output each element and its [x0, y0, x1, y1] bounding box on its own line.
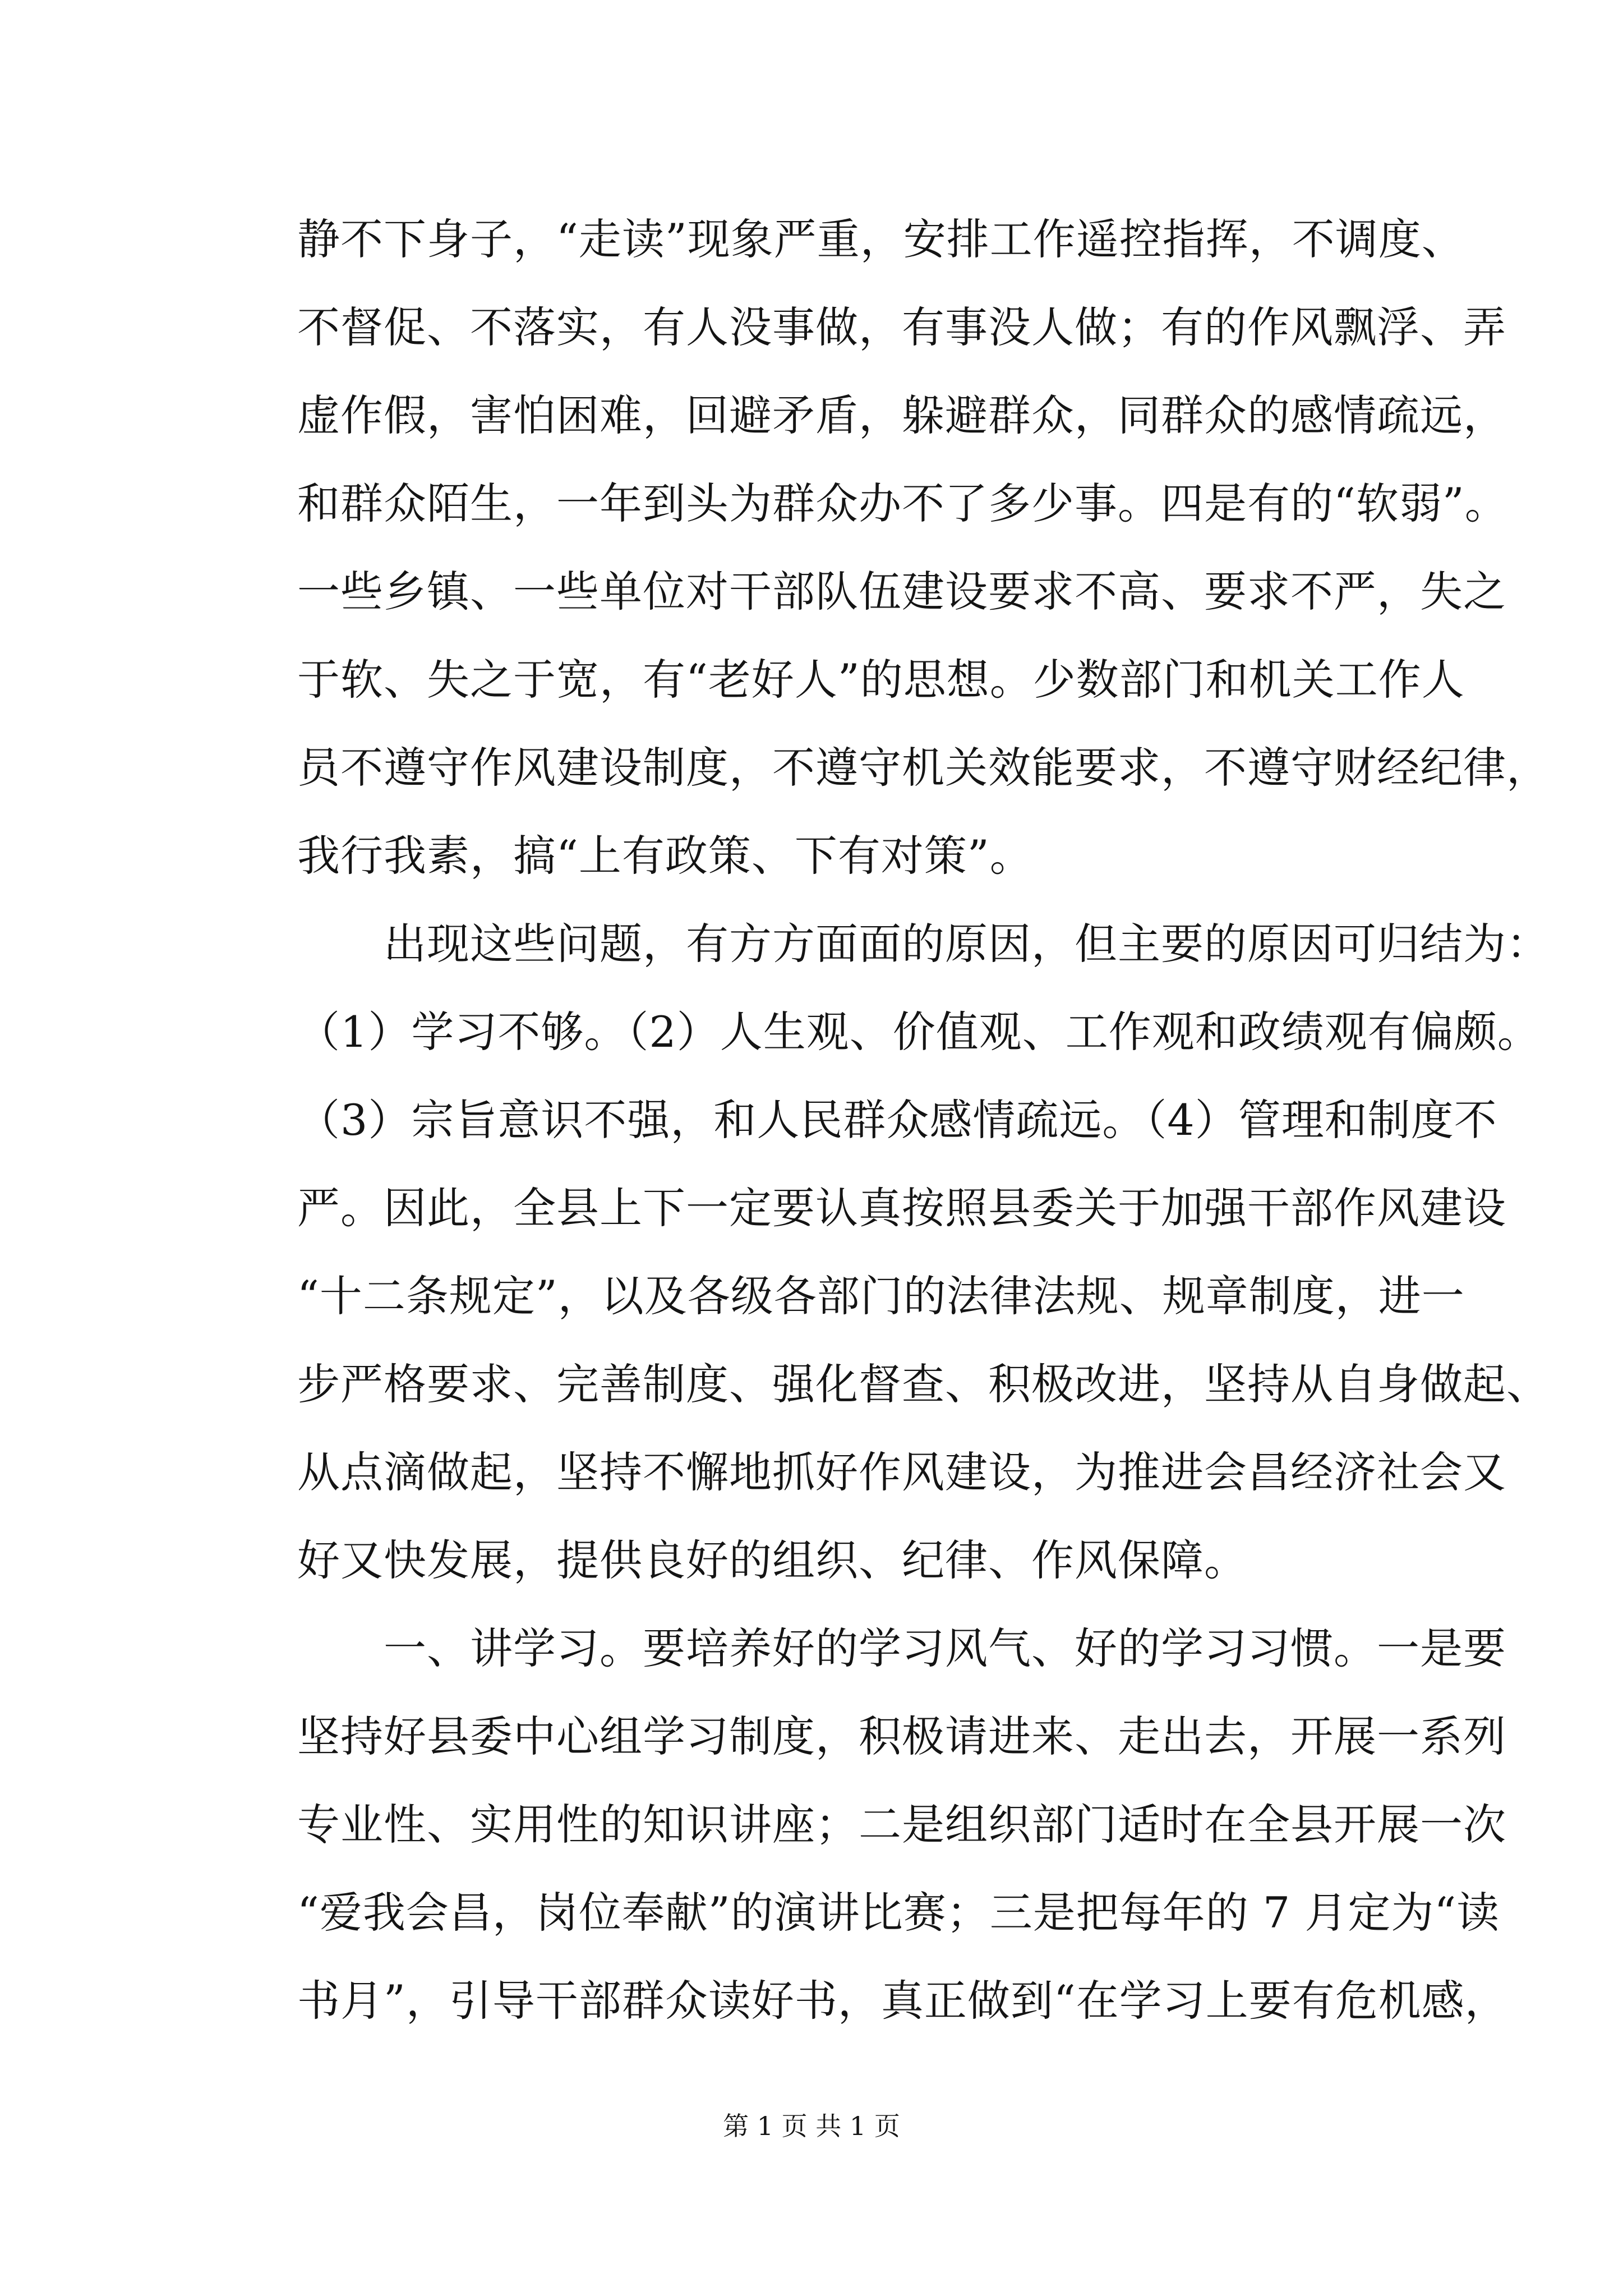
text-line: 不督促、不落实，有人没事做，有事没人做；有的作风飘浮、弄	[297, 302, 1506, 352]
text-line: 我行我素，搞“上有政策、下有对策”。	[297, 831, 1033, 881]
text-line: “爱我会昌，岗位奉献”的演讲比赛；三是把每年的 7 月定为“读	[297, 1888, 1500, 1938]
text-line: 专业性、实用性的知识讲座；二是组织部门适时在全县开展一次	[297, 1800, 1506, 1849]
paragraph-start-line: 一、讲学习。要培养好的学习风气、好的学习习惯。一是要	[297, 1623, 1506, 1673]
page-footer	[0, 2106, 1623, 2146]
text-line: 静不下身子，“走读”现象严重，安排工作遥控指挥，不调度、	[297, 214, 1465, 264]
document-body	[297, 195, 1550, 2045]
text-line: 好又快发展，提供良好的组织、纪律、作风保障。	[297, 1535, 1247, 1585]
text-line: （1）学习不够。（2）人生观、价值观、工作观和政绩观有偏颇。	[297, 1007, 1541, 1057]
text-line: （3）宗旨意识不强，和人民群众感情疏远。（4）管理和制度不	[297, 1095, 1497, 1145]
text-line: 和群众陌生，一年到头为群众办不了多少事。四是有的“软弱”。	[297, 478, 1508, 528]
text-line: 一些乡镇、一些单位对干部队伍建设要求不高、要求不严，失之	[297, 567, 1506, 616]
text-line: 虚作假，害怕困难，回避矛盾，躲避群众，同群众的感情疏远，	[297, 390, 1506, 440]
text-line: 步严格要求、完善制度、强化督查、积极改进，坚持从自身做起、	[297, 1359, 1550, 1409]
text-line: 从点滴做起，坚持不懈地抓好作风建设，为推进会昌经济社会又	[297, 1447, 1506, 1497]
page-number-label: 第 1 页 共 1 页	[723, 2111, 900, 2141]
text-line: 严。因此，全县上下一定要认真按照县委关于加强干部作风建设	[297, 1183, 1506, 1233]
text-line: 坚持好县委中心组学习制度，积极请进来、走出去，开展一系列	[297, 1711, 1506, 1761]
paragraph-start-line: 出现这些问题，有方方面面的原因，但主要的原因可归结为：	[297, 919, 1550, 969]
text-line: “十二条规定”，以及各级各部门的法律法规、规章制度，进一	[297, 1271, 1465, 1321]
text-line: 于软、失之于宽，有“老好人”的思想。少数部门和机关工作人	[297, 655, 1465, 705]
text-line: 员不遵守作风建设制度，不遵守机关效能要求，不遵守财经纪律，	[297, 743, 1550, 793]
text-line: 书月”，引导干部群众读好书，真正做到“在学习上要有危机感，	[297, 1976, 1508, 2026]
